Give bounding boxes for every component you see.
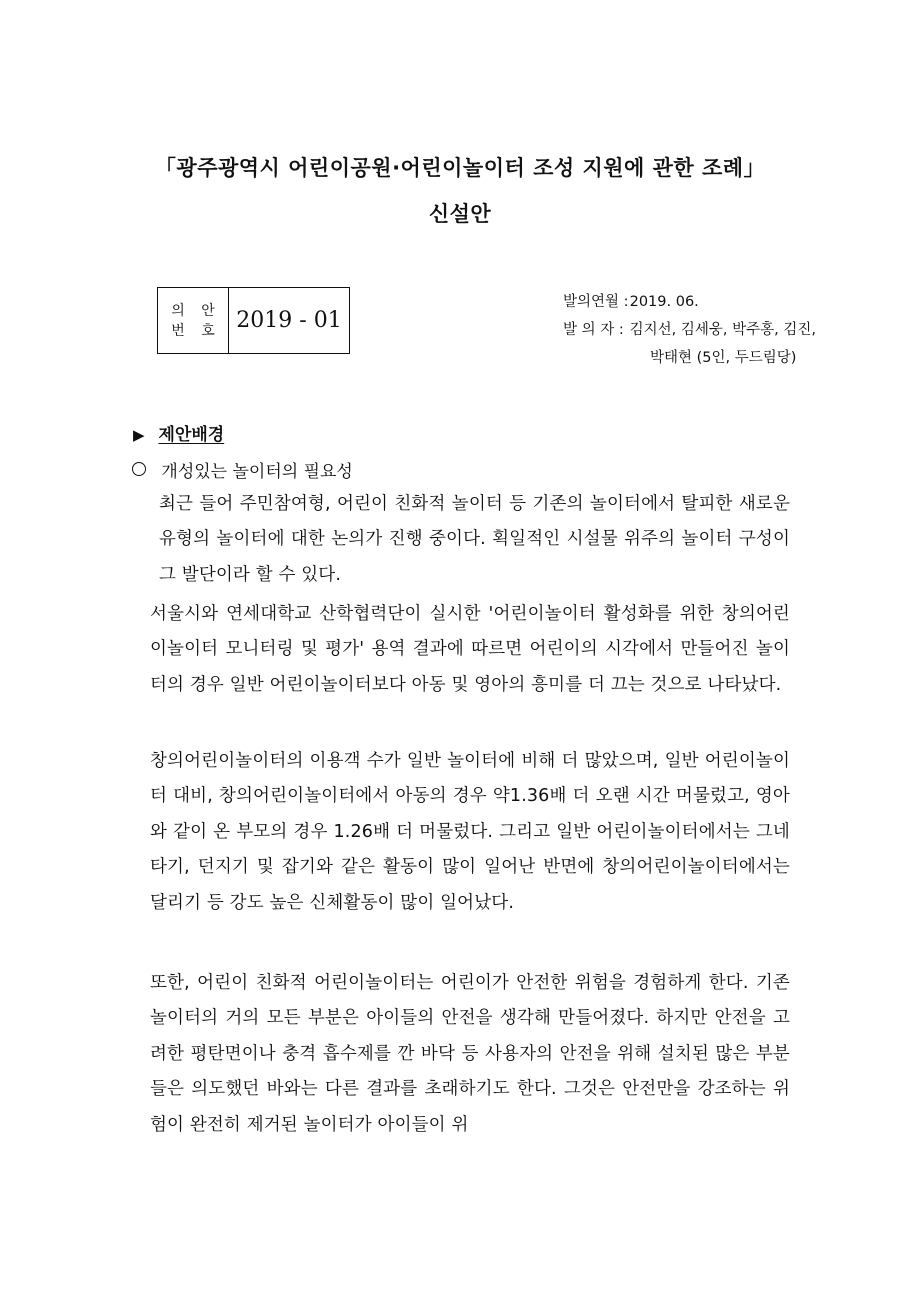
triangle-marker-icon: ▶ [133,426,145,444]
paragraph-2: 서울시와 연세대학교 산학협력단이 실시한 '어린이놀이터 활성화를 위한 창의어린이놀이터 모니터링 및 평가' 용역 결과에 따르면 어린이의 시각에서 만들어진 놀이터의 경우 일반 어린이놀이터보다 아동 및 영아의 흥미를 더 끄는 것으로 나타났다. [150,604,790,695]
section-heading-text: 제안배경 [158,425,225,445]
proposal-date-label: 발의연월 : [563,294,629,310]
proposers-line1: 김지선, 김세웅, 박주홍, 김진, [629,322,816,338]
paragraph-1: 최근 들어 주민참여형, 어린이 친화적 놀이터 등 기존의 놀이터에서 탈피한 새로운 유형의 놀이터에 대한 논의가 진행 중이다. 획일적인 시설물 위주의 놀이터 구성이 그 발단이라 할 수 있다. [159,494,790,585]
paragraph-3: 창의어린이놀이터의 이용객 수가 일반 놀이터에 비해 더 많았으며, 일반 어린이놀이터 대비, 창의어린이놀이터에서 아동의 경우 약1.36배 더 오랜 시간 머물렀고, 영아와 같이 온 부모의 경우 1.26배 더 머물렀다. 그리고 일반 어린이놀이터에서는 그네타기, 던지기 및 잡기와 같은 활동이 많이 일어난 반면에 창의어린이놀이터에서는 달리기 등 강도 높은 신체활동이 많이 일어났다. [150,751,790,913]
subsection-heading [132,457,353,482]
proposal-date [563,290,699,311]
bill-number-box [157,287,350,354]
proposal-date-value: 2019. 06. [629,294,699,310]
proposers-line2: 박태현 (5인, 두드림당) [650,350,797,366]
circle-bullet-icon [132,462,146,476]
proposers-label: 발 의 자 : [563,322,624,338]
bill-number-value: 2019 - 01 [236,308,342,333]
document-title: 「광주광역시 어린이공원·어린이놀이터 조성 지원에 관한 조례」 [154,156,766,180]
section-heading [133,420,224,445]
bill-number-label-line2: 번 호 [171,322,221,339]
proposers [563,318,816,339]
bill-number-label-line1: 의 안 [171,302,221,319]
document-subtitle: 신설안 [428,202,492,226]
bill-number-label [158,288,229,353]
paragraph-4: 또한, 어린이 친화적 어린이놀이터는 어린이가 안전한 위험을 경험하게 한다. 기존 놀이터의 거의 모든 부분은 아이들의 안전을 생각해 만들어졌다. 하지만 안전을 고려한 평탄면이나 충격 흡수제를 깐 바닥 등 사용자의 안전을 위해 설치된 많은 부분들은 의도했던 바와는 다른 결과를 초래하기도 한다. 그것은 안전만을 강조하는 위험이 완전히 제거된 놀이터가 아이들이 위 [150,973,790,1135]
subsection-heading-text: 개성있는 놀이터의 필요성 [161,462,353,482]
